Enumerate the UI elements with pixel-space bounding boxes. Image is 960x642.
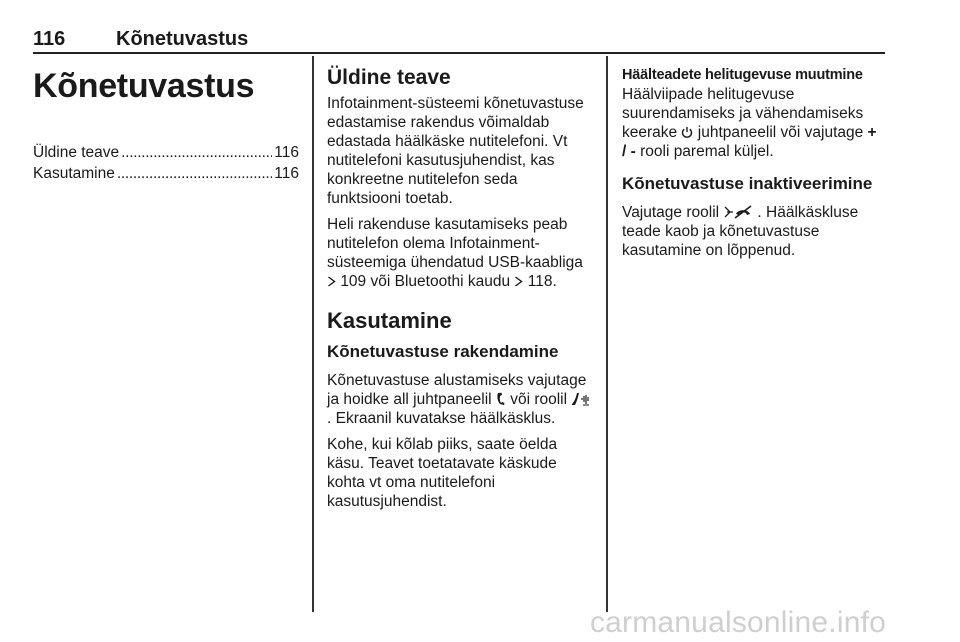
volume-paragraph: [622, 85, 884, 161]
text-fragment: . Ekraanil kuvatakse häälkäsklus.: [327, 410, 556, 427]
chapter-title: Kõnetuvastus: [33, 67, 255, 105]
general-paragraph-2: [327, 215, 595, 291]
phone-icon: [496, 392, 506, 406]
text-fragment: Häälviipade helitugevuse suurendamiseks ja vähendamiseks keerake: [622, 86, 864, 141]
text-fragment: või Bluetoothi kaudu: [370, 273, 511, 290]
toc-leader: [117, 163, 272, 184]
section-heading-general: Üldine teave: [327, 66, 451, 89]
text-fragment: või roolil: [510, 391, 568, 408]
text-fragment: juhtpaneelil või vajutage: [697, 124, 864, 141]
header-title: Kõnetuvastus: [116, 28, 249, 50]
toc-label: Kasutamine: [33, 165, 115, 182]
toc-entry[interactable]: [33, 142, 299, 163]
text-fragment: Heli rakenduse kasutamiseks peab nutitelefon olema Infotainment-süsteemiga ühendatud USB-kaabliga: [327, 216, 583, 271]
section-heading-deactivate: Kõnetuvastuse inaktiveerimine: [622, 174, 873, 193]
reference-arrow-icon: [327, 276, 336, 287]
deactivate-paragraph: [622, 203, 884, 260]
mute-hangup-icon: [723, 205, 757, 219]
column-3: [622, 60, 884, 267]
toc-page: 116: [274, 165, 299, 182]
volume-buttons-label: + / -: [622, 124, 877, 160]
text-fragment: Kõnetuvastuse alustamiseks vajutage ja hoidke all juhtpaneelil: [327, 372, 587, 408]
text-fragment: Vajutage roolil: [622, 204, 720, 221]
page-number: 116: [33, 28, 66, 50]
column-divider-2: [606, 56, 608, 612]
toc-entry[interactable]: [33, 163, 299, 184]
toc-page: 116: [274, 144, 299, 161]
table-of-contents: [33, 142, 299, 184]
page-reference[interactable]: 109: [340, 273, 367, 290]
toc-label: Üldine teave: [33, 144, 120, 161]
page-header: [33, 28, 883, 50]
column-2: [327, 60, 595, 518]
text-fragment: rooli paremal küljel.: [640, 143, 774, 160]
column-divider-1: [312, 56, 314, 612]
subsection-heading-activation: Kõnetuvastuse rakendamine: [327, 342, 559, 361]
column-1: [33, 60, 299, 184]
page-reference[interactable]: 118.: [527, 273, 557, 290]
watermark: carmanualsonline.info: [589, 606, 886, 639]
usage-paragraph-2: Kohe, kui kõlab piiks, saate öelda käsu. Teavet toetatavate käskude kohta vt oma nutitelefoni kasutusjuhendist.: [327, 436, 558, 510]
power-knob-icon: [681, 126, 693, 139]
toc-leader: [121, 142, 272, 163]
header-divider: [33, 52, 885, 54]
reference-arrow-icon: [514, 276, 523, 287]
general-paragraph-1: Infotainment-süsteemi kõnetuvastuse edastamise rakendus võimaldab edastada häälkäske nutitelefoni. Vt nutitelefoni kasutusjuhendist, kas konkreetne nutitelefon seda funktsiooni toetab.: [327, 95, 584, 207]
text-fragment: . Häälkäskluse teade kaob ja kõnetuvastuse kasutamine on lõppenud.: [622, 204, 859, 259]
usage-paragraph-1: [327, 371, 595, 428]
voice-steering-icon: [571, 392, 593, 406]
section-heading-usage: Kasutamine: [327, 308, 452, 333]
section-heading-volume: Häälteadete helitugevuse muutmine: [622, 67, 863, 83]
